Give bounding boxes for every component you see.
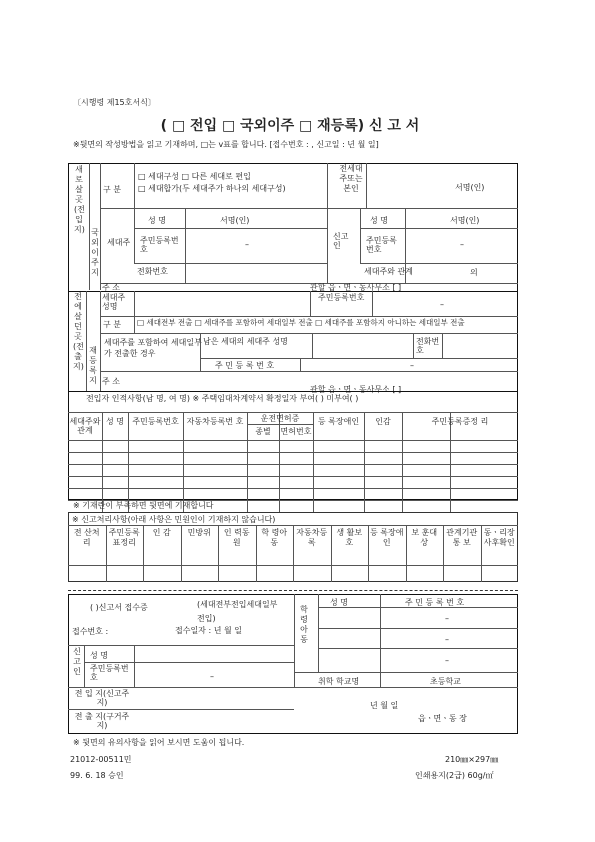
processing-col-header: 등 록장애인 xyxy=(370,528,404,547)
householder-rrn-label: 주민등록번호 xyxy=(140,236,179,254)
old-rrn-dash: – xyxy=(440,300,444,309)
processing-col-header: 동ㆍ리장사후확인 xyxy=(483,528,515,547)
old-gubun-options[interactable]: □ 세대전부 전출 □ 세대주를 포함하여 세대일부 전출 □ 세대주를 포함하지 아니하는 세대일부 전출 xyxy=(137,318,465,327)
reregister-label: 재등록지 xyxy=(89,346,97,385)
new-jurisdiction: 관할 읍ㆍ면ㆍ동사무소 [ ] xyxy=(310,283,402,292)
school-value: 초등학교 xyxy=(430,677,461,686)
mover-col-header: 주민등록번호 xyxy=(132,417,179,426)
school-row-dash-2: – xyxy=(445,635,449,644)
receipt-date: 접수일자 : 년 월 일 xyxy=(175,626,242,635)
mover-col-header: 성 명 xyxy=(106,417,124,426)
processing-col-header: 인 감 xyxy=(152,528,171,537)
processing-col-header: 전 산처 리 xyxy=(73,528,100,547)
table-row xyxy=(68,488,518,489)
move-out-label: 전 출 지(구거주지) xyxy=(74,712,130,730)
processing-col-header: 주민등록표정리 xyxy=(108,528,140,547)
old-gubun-label: 구 분 xyxy=(103,320,121,329)
approval-date: 99. 6. 18 승인 xyxy=(70,771,124,780)
old-head-name-label: 세대주성명 xyxy=(102,293,126,311)
office-signature: 읍ㆍ면ㆍ동 장 xyxy=(418,714,467,723)
move-in-label: 전 입 지(신고주지) xyxy=(74,689,130,707)
head-or-self-label: 전세대주또는본인 xyxy=(339,164,363,193)
school-age-label: 학령아동 xyxy=(300,605,308,644)
old-rrn-label: 주민등록번호 xyxy=(318,293,365,302)
table-row xyxy=(68,464,518,465)
school-name-col: 성 명 xyxy=(330,598,348,607)
mover-col-header: 면허번호 xyxy=(280,427,312,436)
relation-label: 세대주와 관계 xyxy=(364,267,413,276)
mover-col-header: 인감 xyxy=(375,417,391,426)
old-address-side-label: 전에살던곳(전출지) xyxy=(73,292,84,371)
gubun-label: 구 분 xyxy=(103,185,121,194)
receipt-issue-date: 년 월 일 xyxy=(370,701,399,710)
table-row xyxy=(68,452,518,453)
old-address-label: 주 소 xyxy=(102,377,120,386)
remaining-rrn-label: 주 민 등 록 번 호 xyxy=(215,361,275,370)
reporter-signature: 서명(인) xyxy=(450,216,480,225)
receipt-number: 접수번호 : xyxy=(72,627,109,636)
receipt-rrn-label: 주민등록번호 xyxy=(90,664,129,682)
processing-col-header: 민방위 xyxy=(187,528,211,537)
processing-col-header: 관계기관통 보 xyxy=(446,528,478,547)
movers-footnote: ※ 기재란이 부족하면 뒷면에 기재합니다 xyxy=(73,501,214,510)
signature-1: 서명(인) xyxy=(455,183,485,192)
householder-name-label: 성 명 xyxy=(148,216,166,225)
householder-rrn-dash: – xyxy=(245,240,249,249)
paper-size: 210㎜×297㎜ xyxy=(445,755,499,764)
receipt-reporter-label: 신고인 xyxy=(73,647,81,676)
processing-col-header: 자동차등 록 xyxy=(296,528,328,547)
processing-col-header: 생 활보 호 xyxy=(336,528,363,547)
new-address-side-label: 새로살곳(전입지) xyxy=(74,165,85,234)
old-jurisdiction: 관할 읍ㆍ면ㆍ동사무소 [ ] xyxy=(310,385,402,394)
gubun-option-2[interactable]: □ 세대합가(두 세대주가 하나의 세대구성) xyxy=(138,184,286,193)
processing-col-header: 인 력동 원 xyxy=(223,528,250,547)
gubun-option-1[interactable]: □ 세대구성 □ 다른 세대로 편입 xyxy=(138,172,251,181)
reporter-name-label: 성 명 xyxy=(370,216,388,225)
householder-signature: 서명(인) xyxy=(220,216,250,225)
householder-label: 세대주 xyxy=(107,238,131,247)
mover-col-header: 자동차등록번 호 xyxy=(186,417,244,426)
overseas-label: 국외이주지 xyxy=(91,228,99,277)
movers-summary: 전입자 인적사항(남 명, 여 명) ※ 주택임대차계약서 확정일자 부여( ) 미부여( ) xyxy=(86,394,359,403)
receipt-heading: ( )신고서 접수증 xyxy=(90,603,148,612)
reporter-rrn-dash: – xyxy=(460,240,464,249)
mover-col-header: 세대주와관계 xyxy=(69,417,101,435)
remaining-rrn-dash: – xyxy=(410,361,414,370)
remaining-head-label: 남은 세대의 세대주 성명 xyxy=(203,337,288,346)
footer-note: ※ 뒷면의 유의사항을 읽어 보시면 도움이 됩니다. xyxy=(73,738,245,747)
form-title: ( □ 전입 □ 국외이주 □ 재등록) 신 고 서 xyxy=(160,118,420,134)
form-number: 〔시행령 제15호서식〕 xyxy=(73,98,156,107)
processing-col-header: 보 훈대 상 xyxy=(411,528,438,547)
old-phone-label: 전화번호 xyxy=(416,337,440,355)
school-row-dash-3: – xyxy=(445,656,449,665)
reporter-rrn-label: 주민등록번호 xyxy=(366,236,397,254)
receipt-name-label: 성 명 xyxy=(90,651,108,660)
license-header: 운전면허증 xyxy=(260,414,300,423)
table-row xyxy=(68,476,518,477)
mover-col-header: 종별 xyxy=(255,427,271,436)
receipt-heading-note: (세대전부전입세대일부전입) xyxy=(197,600,278,623)
relation-suffix: 의 xyxy=(470,268,478,277)
form-code: 21012-00511민 xyxy=(70,755,132,764)
processing-title: ※ 신고처리사항(아래 사항은 민원인이 기재하지 않습니다) xyxy=(72,515,276,524)
receipt-box xyxy=(68,594,518,734)
school-rrn-col: 주 민 등 록 번 호 xyxy=(405,598,465,607)
new-address-label: 주 소 xyxy=(102,283,120,292)
processing-col-header: 학 령아 동 xyxy=(261,528,288,547)
paper-spec: 인쇄용지(2급) 60g/㎡ xyxy=(415,771,494,780)
mover-col-header: 등 록장애인 xyxy=(317,417,360,426)
school-label: 취학 학교명 xyxy=(318,677,360,686)
mover-col-header: 주민등록증정 리 xyxy=(431,417,489,426)
phone-label: 전화번호 xyxy=(137,267,168,276)
partial-move-note: 세대주를 포함하여 세대일부가 전출한 경우 xyxy=(104,338,202,358)
school-row-dash-1: – xyxy=(445,614,449,623)
reporter-label: 신고인 xyxy=(333,232,349,250)
instructions: ※뒷면의 작성방법을 읽고 기재하며, □는 v표를 합니다. [접수번호 : , 신고일 : 년 월 일] xyxy=(73,140,379,149)
receipt-rrn-dash: – xyxy=(210,672,214,681)
